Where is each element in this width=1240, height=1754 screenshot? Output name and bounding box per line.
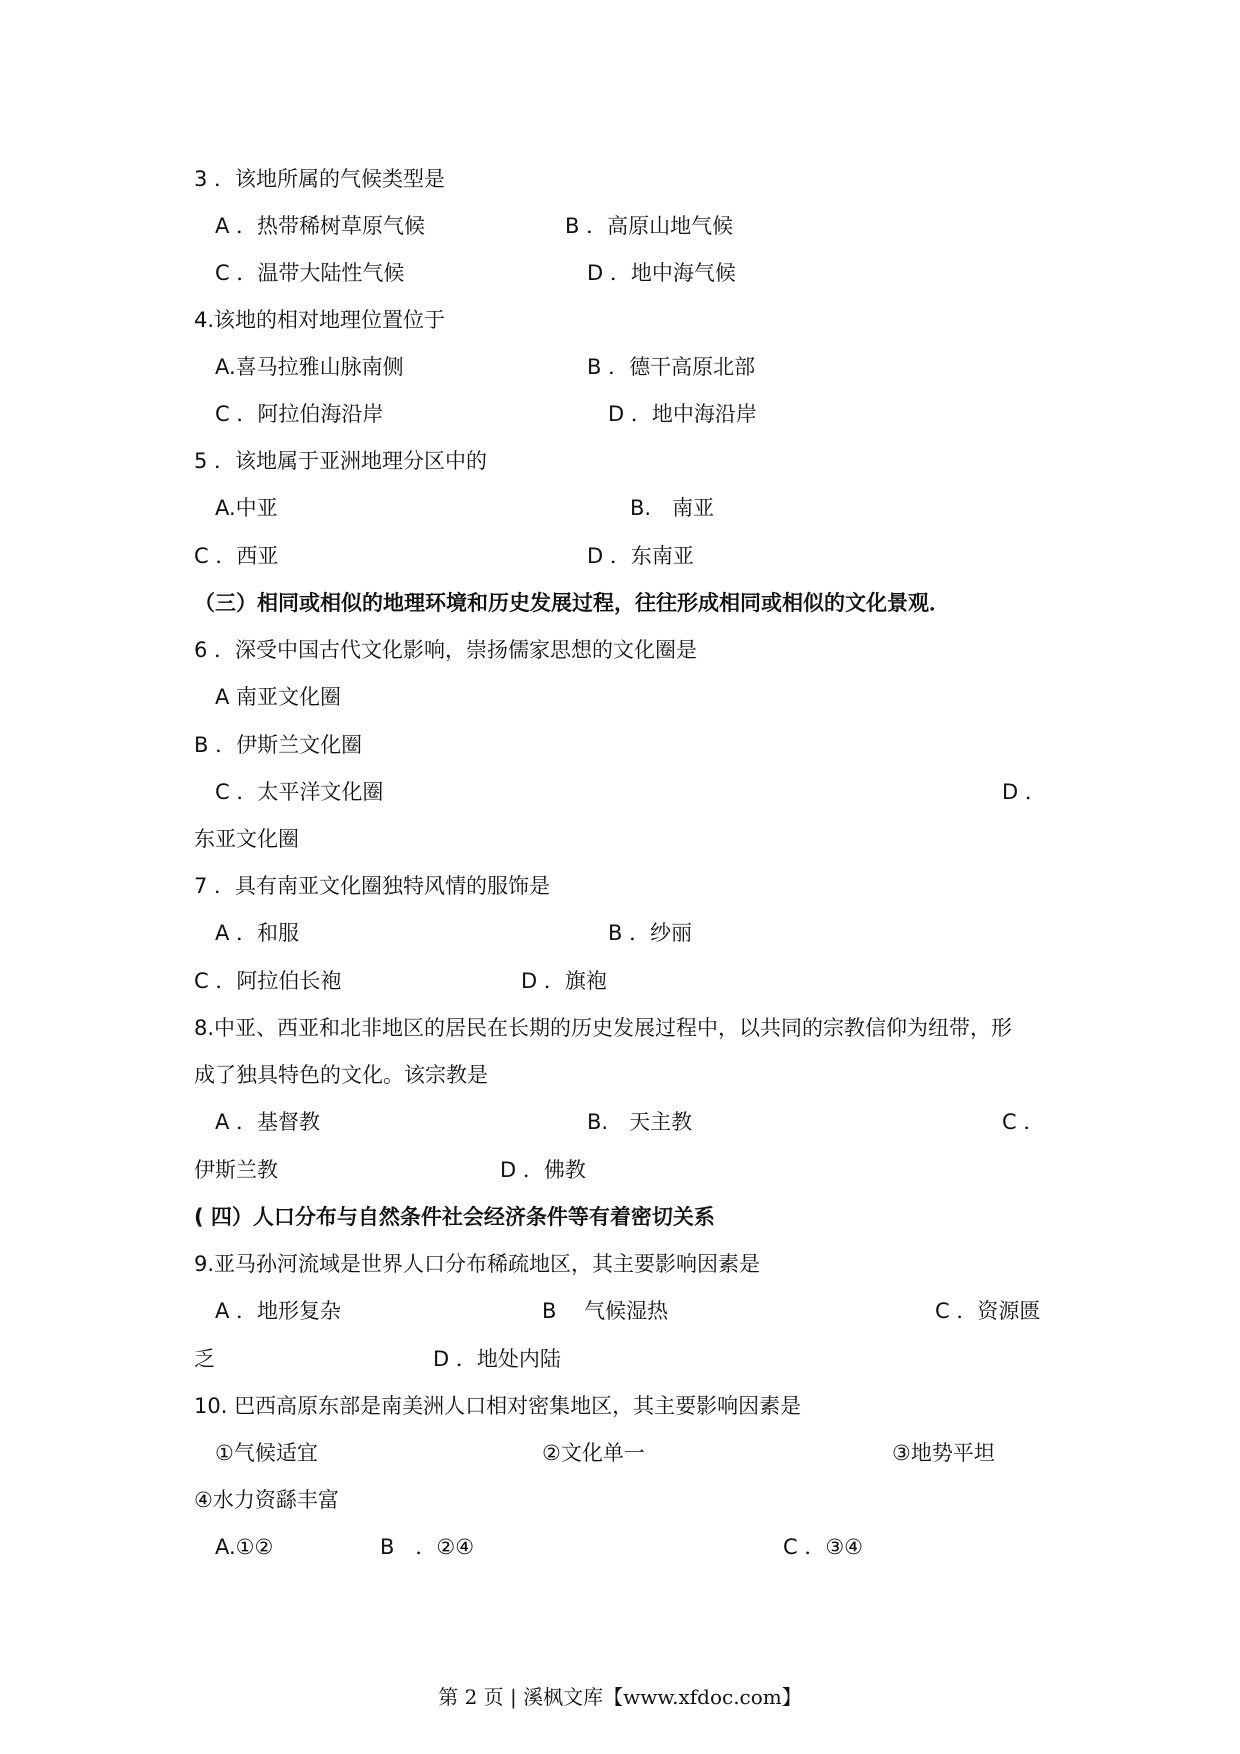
q9-option-c-part-1: C ．资源匮 (935, 1299, 1041, 1323)
q8-option-a: A ．基督教 (215, 1110, 321, 1134)
q8-option-c-label: C ． (1002, 1110, 1045, 1134)
q10-option-c: C ．③④ (783, 1535, 863, 1559)
q10-option-b: B ．②④ (380, 1535, 475, 1559)
q9-option-d: D ．地处内陆 (433, 1347, 561, 1371)
q5-option-d: D ．东南亚 (587, 544, 694, 568)
page-footer: 第 2 页 | 溪枫文库【www.xfdoc.com】 (438, 1685, 802, 1709)
q4-option-a: A.喜马拉雅山脉南侧 (215, 355, 404, 379)
q5-stem: 5 ．该地属于亚洲地理分区中的 (194, 449, 488, 473)
q7-option-c: C ．阿拉伯长袍 (194, 969, 342, 993)
q3-option-b: B ．高原山地气候 (565, 214, 734, 238)
q4-stem: 4.该地的相对地理位置位于 (194, 308, 446, 332)
q6-option-c: C ．太平洋文化圈 (215, 780, 384, 804)
q3-option-a: A ．热带稀树草原气候 (215, 214, 426, 238)
q9-option-c-part-2: 乏 (194, 1347, 215, 1371)
q6-stem: 6 ．深受中国古代文化影响，崇扬儒家思想的文化圈是 (194, 638, 698, 662)
q9-option-b: B 气候湿热 (542, 1299, 669, 1323)
q3-option-c: C ．温带大陆性气候 (215, 261, 405, 285)
q4-option-d: D ．地中海沿岸 (608, 402, 757, 426)
q10-option-a: A.①② (215, 1535, 274, 1559)
q10-factor-4: ④水力资繇丰富 (194, 1488, 339, 1512)
q3-stem: 3 ．该地所属的气候类型是 (194, 167, 446, 191)
q10-stem: 10. 巴西高原东部是南美洲人口相对密集地区，其主要影响因素是 (194, 1394, 802, 1418)
q10-factor-1: ①气候适宜 (215, 1441, 318, 1465)
q5-option-c: C ．西亚 (194, 544, 279, 568)
q7-option-a: A ．和服 (215, 921, 300, 945)
q8-option-d: D ．佛教 (500, 1158, 586, 1182)
q5-option-b: B. 南亚 (630, 496, 715, 520)
q8-stem-line-1: 8.中亚、西亚和北非地区的居民在长期的历史发展过程中，以共同的宗教信仰为纽带，形 (194, 1016, 1013, 1040)
q10-factor-3: ③地势平坦 (892, 1441, 995, 1465)
q4-option-c: C ．阿拉伯海沿岸 (215, 402, 384, 426)
q6-option-b: B ．伊斯兰文化圈 (194, 733, 363, 757)
q9-stem: 9.亚马孙河流域是世界人口分布稀疏地区，其主要影响因素是 (194, 1252, 761, 1276)
q7-option-d: D ．旗袍 (521, 969, 607, 993)
q10-factor-2: ②文化单一 (542, 1441, 645, 1465)
section-heading-4: ( 四）人口分布与自然条件社会经济条件等有着密切关系 (194, 1205, 715, 1229)
q8-option-b: B. 天主教 (587, 1110, 693, 1134)
q6-option-a: A 南亚文化圈 (215, 685, 342, 709)
q7-option-b: B ．纱丽 (608, 921, 693, 945)
q8-stem-line-2: 成了独具特色的文化。该宗教是 (194, 1063, 488, 1087)
q6-option-d-text: 东亚文化圈 (194, 827, 299, 851)
q7-stem: 7 ．具有南亚文化圈独特风情的服饰是 (194, 874, 551, 898)
q4-option-b: B ．德干高原北部 (587, 355, 756, 379)
section-heading-3: （三）相同或相似的地理环境和历史发展过程，往往形成相同或相似的文化景观． (194, 591, 950, 615)
q3-option-d: D ．地中海气候 (587, 261, 736, 285)
q6-option-d-label: D ． (1002, 780, 1046, 804)
q8-option-c-text: 伊斯兰教 (194, 1158, 278, 1182)
q9-option-a: A ．地形复杂 (215, 1299, 342, 1323)
q5-option-a: A.中亚 (215, 496, 278, 520)
